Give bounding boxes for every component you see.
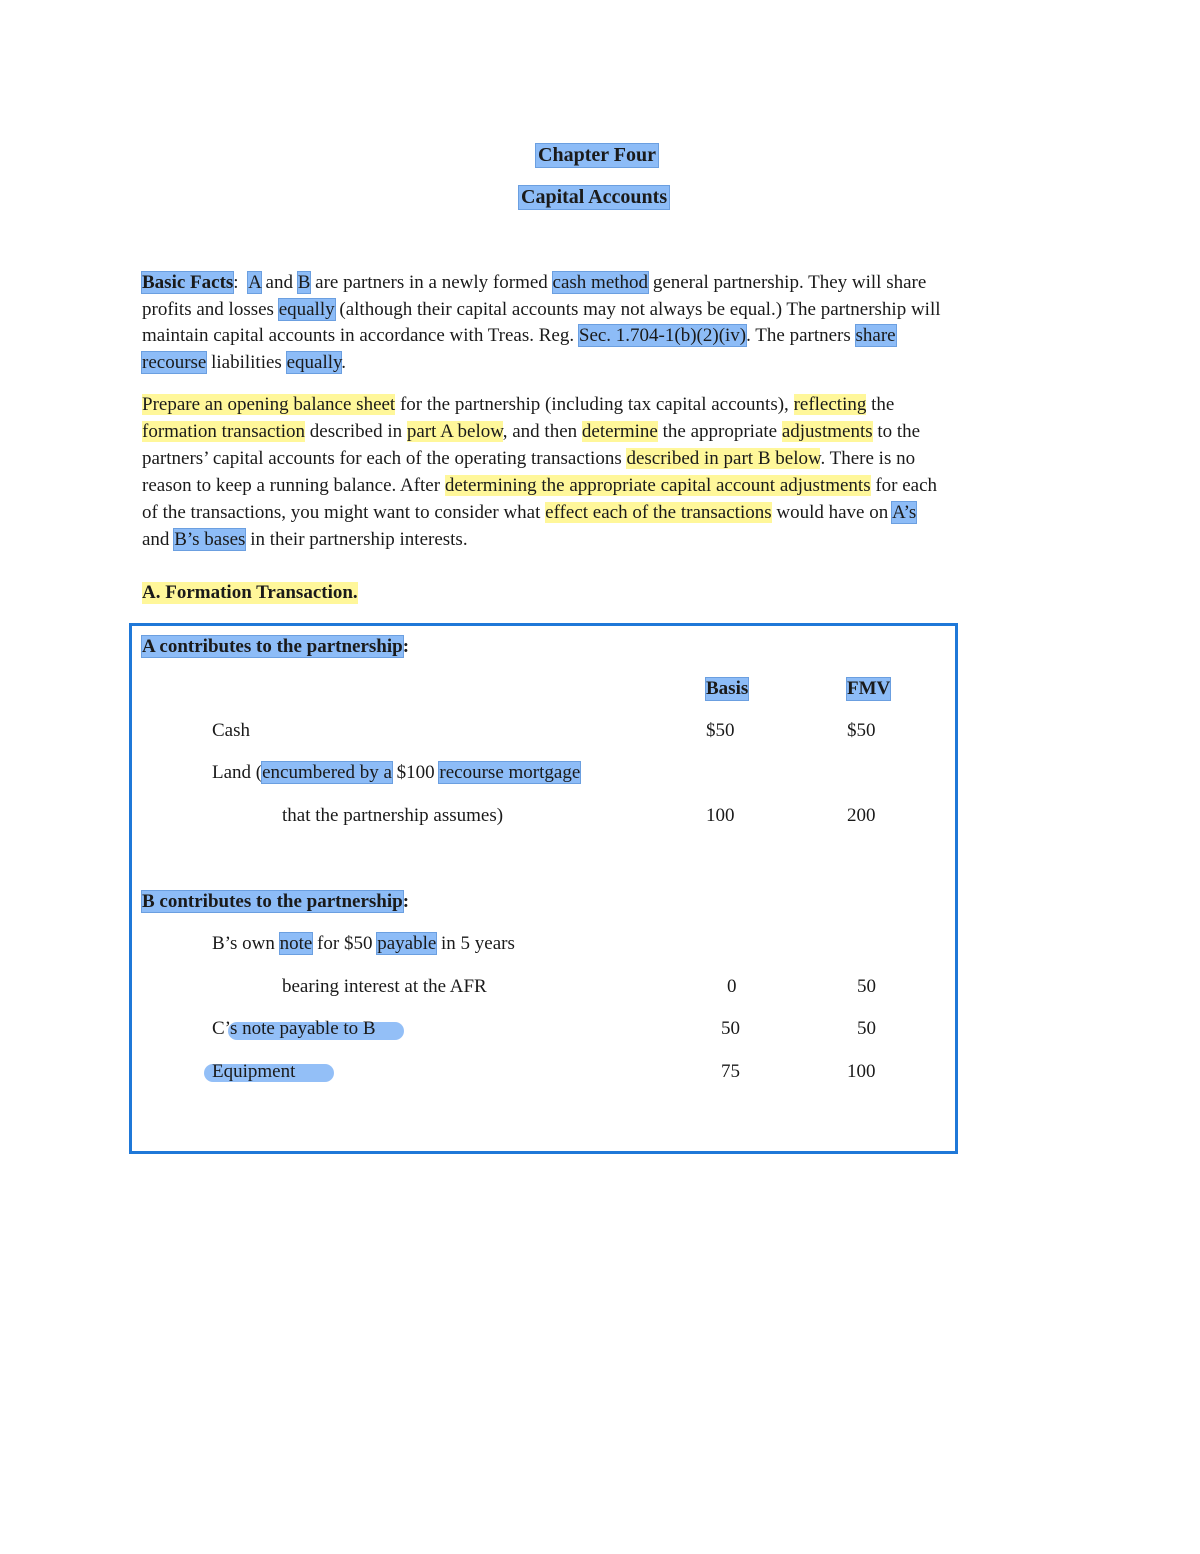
text: and (142, 529, 175, 550)
text: : (233, 272, 239, 293)
text: , and then (502, 421, 582, 442)
hl-bs-bases: B’s bases (174, 529, 246, 550)
hl-formation: formation transaction (142, 421, 306, 442)
hl-recourse-mortgage: recourse mortgage (439, 762, 581, 783)
text: for the partnership (including tax capital accounts), (395, 394, 794, 415)
hl-equally-2: equally (286, 352, 342, 373)
basic-facts-line-2 (142, 299, 941, 321)
text: in their partnership interests. (245, 529, 468, 550)
text: maintain capital accounts in accordance with Treas. Reg. (142, 325, 579, 346)
instructions-line-5 (142, 502, 916, 524)
row-note-basis: 0 (727, 976, 737, 997)
text: : (402, 636, 410, 657)
instructions-line-4 (142, 475, 937, 497)
col-header-basis: Basis (706, 678, 749, 699)
text: $100 (391, 762, 440, 783)
hl-part-b: described in part B below (626, 448, 821, 469)
page-subtitle: Capital Accounts (521, 186, 668, 208)
text: for each (870, 475, 938, 496)
hl-prepare: Prepare an opening balance sheet (142, 394, 396, 415)
a-contributes-heading (142, 636, 409, 658)
hl-cash-method: cash method (552, 272, 649, 293)
text: in 5 years (436, 933, 515, 954)
hl-b: B (297, 272, 311, 293)
row-land-fmv: 200 (847, 805, 876, 826)
basic-facts-line-1 (142, 272, 926, 294)
hl-as: A’s (891, 502, 917, 523)
hl-encumbered: encumbered by a (262, 762, 392, 783)
text: partners’ capital accounts for each of the operating transactions (142, 448, 627, 469)
row-note-continuation: bearing interest at the AFR (282, 976, 487, 997)
text: B’s own (212, 933, 280, 954)
basic-facts-line-4 (142, 352, 346, 374)
instructions-line-2 (142, 421, 920, 443)
hl-determining: determining the appropriate capital account adjustments (444, 475, 871, 496)
hl-payable: payable (377, 933, 437, 954)
row-c-note-basis: 50 (721, 1018, 740, 1039)
hl-a: A (248, 272, 261, 293)
row-cash-basis: $50 (706, 720, 735, 741)
text: to the (872, 421, 921, 442)
row-land-continuation: that the partnership assumes) (282, 805, 504, 826)
text: general partnership. They will share (648, 272, 927, 293)
text: would have on (771, 502, 892, 523)
text: reason to keep a running balance. After (142, 475, 445, 496)
hl-equally: equally (278, 299, 335, 320)
b-contributes-label: B contributes to the partnership (142, 891, 403, 912)
row-land-basis: 100 (706, 805, 735, 826)
text: the appropriate (657, 421, 782, 442)
hl-share: share (855, 325, 896, 346)
row-note-label (212, 933, 515, 955)
hl-reflecting: reflecting (793, 394, 867, 415)
page-title: Chapter Four (538, 144, 656, 166)
section-a-heading: A. Formation Transaction. (142, 582, 358, 603)
hl-note: note (279, 933, 313, 954)
hl-determine: determine (581, 421, 658, 442)
hl-effect: effect each of the transactions (545, 502, 772, 523)
hl-recourse: recourse (142, 352, 207, 373)
text: the (866, 394, 895, 415)
row-land-label (212, 762, 580, 784)
row-equipment-label: Equipment (212, 1061, 296, 1082)
text: (although their capital accounts may not always be equal.) The partnership will (334, 299, 941, 320)
row-cash-fmv: $50 (847, 720, 876, 741)
hl-part-a: part A below (406, 421, 503, 442)
row-c-note-fmv: 50 (857, 1018, 876, 1039)
basic-facts-line-3 (142, 325, 896, 347)
a-contributes-label: A contributes to the partnership (142, 636, 403, 657)
row-note-fmv: 50 (857, 976, 876, 997)
b-contributes-heading (142, 891, 409, 913)
text: described in (305, 421, 407, 442)
text: and (260, 272, 298, 293)
instructions-line-1 (142, 394, 894, 416)
text: . (341, 352, 347, 373)
row-equipment-fmv: 100 (847, 1061, 876, 1082)
text: . The partners (746, 325, 856, 346)
text: liabilities (206, 352, 287, 373)
row-equipment-basis: 75 (721, 1061, 740, 1082)
text: profits and losses (142, 299, 279, 320)
basic-facts-label: Basic Facts (142, 272, 234, 293)
row-c-note-label: C’s note payable to B (212, 1018, 376, 1039)
hl-regulation: Sec. 1.704-1(b)(2)(iv) (578, 325, 747, 346)
row-cash-label: Cash (212, 720, 250, 741)
text: of the transactions, you might want to consider what (142, 502, 546, 523)
instructions-line-6 (142, 529, 468, 551)
col-header-fmv: FMV (847, 678, 891, 699)
instructions-line-3 (142, 448, 915, 470)
text: are partners in a newly formed (310, 272, 553, 293)
text: . There is no (820, 448, 916, 469)
hl-adjustments: adjustments (781, 421, 873, 442)
text: for $50 (312, 933, 378, 954)
text: : (402, 891, 410, 912)
text: Land ( (212, 762, 263, 783)
